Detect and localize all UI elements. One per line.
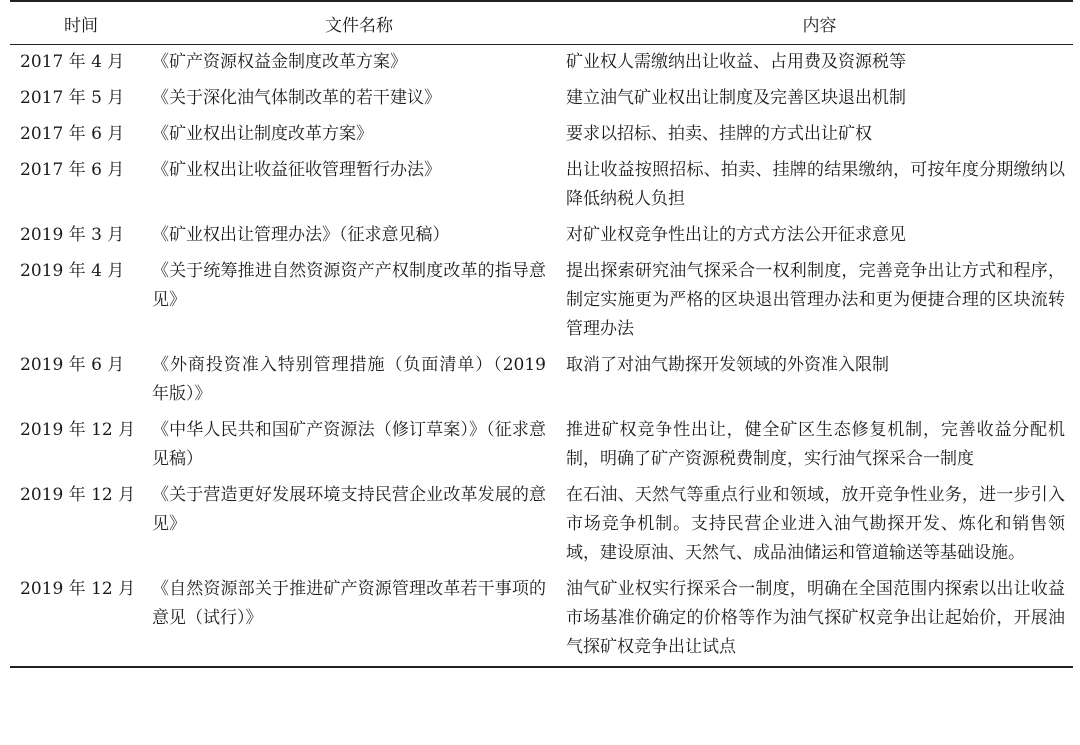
cell-time: 2017 年 5 月 bbox=[20, 88, 125, 108]
cell-doc-name: 《矿业权出让制度改革方案》 bbox=[152, 124, 373, 144]
header-time: 时间 bbox=[64, 15, 98, 36]
cell-content: 出让收益按照招标、拍卖、挂牌的结果缴纳，可按年度分期缴纳以降低纳税人负担 bbox=[566, 160, 1065, 209]
cell-doc-name: 《关于深化油气体制改革的若干建议》 bbox=[152, 88, 441, 108]
cell-content: 取消了对油气勘探开发领域的外资准入限制 bbox=[566, 355, 889, 375]
cell-content: 要求以招标、拍卖、挂牌的方式出让矿权 bbox=[566, 124, 872, 144]
cell-doc-name: 《矿业权出让收益征收管理暂行办法》 bbox=[152, 160, 441, 180]
cell-content: 矿业权人需缴纳出让收益、占用费及资源税等 bbox=[566, 52, 906, 72]
header-doc-name: 文件名称 bbox=[325, 15, 393, 36]
cell-content: 建立油气矿业权出让制度及完善区块退出机制 bbox=[566, 88, 906, 108]
cell-time: 2017 年 6 月 bbox=[20, 160, 125, 180]
cell-content: 提出探索研究油气探采合一权利制度，完善竞争出让方式和程序，制定实施更为严格的区块退出管理办法和更为便捷合理的区块流转管理办法 bbox=[566, 261, 1065, 339]
cell-doc-name: 《矿产资源权益金制度改革方案》 bbox=[152, 52, 407, 72]
table-row bbox=[10, 348, 1073, 413]
header-content: 内容 bbox=[802, 15, 837, 36]
cell-time: 2019 年 12 月 bbox=[20, 485, 136, 505]
cell-content: 对矿业权竞争性出让的方式方法公开征求意见 bbox=[566, 225, 906, 245]
table-row bbox=[10, 45, 1073, 82]
cell-content: 推进矿权竞争性出让，健全矿区生态修复机制，完善收益分配机制，明确了矿产资源税费制度，实行油气探采合一制度 bbox=[566, 420, 1065, 469]
cell-content: 在石油、天然气等重点行业和领域，放开竞争性业务，进一步引入市场竞争机制。支持民营企业进入油气勘探开发、炼化和销售领域，建设原油、天然气、成品油储运和管道输送等基础设施。 bbox=[566, 485, 1065, 563]
cell-content: 油气矿业权实行探采合一制度，明确在全国范围内探索以出让收益市场基准价确定的价格等作为油气探矿权竞争出让起始价，开展油气探矿权竞争出让试点 bbox=[566, 579, 1065, 657]
table-row bbox=[10, 218, 1073, 254]
cell-time: 2019 年 3 月 bbox=[20, 225, 125, 245]
table-row bbox=[10, 254, 1073, 348]
table-row bbox=[10, 572, 1073, 667]
table-row bbox=[10, 478, 1073, 572]
header-row bbox=[10, 1, 1073, 45]
cell-doc-name: 《矿业权出让管理办法》（征求意见稿） bbox=[152, 225, 450, 245]
table-row bbox=[10, 153, 1073, 218]
cell-time: 2019 年 12 月 bbox=[20, 579, 136, 599]
table-row bbox=[10, 413, 1073, 478]
table-row bbox=[10, 117, 1073, 153]
cell-time: 2017 年 6 月 bbox=[20, 124, 125, 144]
cell-time: 2017 年 4 月 bbox=[20, 52, 125, 72]
cell-time: 2019 年 12 月 bbox=[20, 420, 136, 440]
cell-time: 2019 年 4 月 bbox=[20, 261, 125, 281]
table-header bbox=[10, 1, 1073, 45]
cell-doc-name: 《关于营造更好发展环境支持民营企业改革发展的意见》 bbox=[152, 485, 546, 534]
table-row bbox=[10, 81, 1073, 117]
cell-doc-name: 《自然资源部关于推进矿产资源管理改革若干事项的意见（试行）》 bbox=[152, 579, 546, 628]
cell-doc-name: 《外商投资准入特别管理措施（负面清单）（2019 年版）》 bbox=[152, 355, 546, 404]
cell-doc-name: 《关于统筹推进自然资源资产产权制度改革的指导意见》 bbox=[152, 261, 546, 310]
policy-table bbox=[10, 0, 1073, 668]
cell-doc-name: 《中华人民共和国矿产资源法（修订草案）》（征求意见稿） bbox=[152, 420, 546, 469]
table-body bbox=[10, 45, 1073, 668]
cell-time: 2019 年 6 月 bbox=[20, 355, 125, 375]
